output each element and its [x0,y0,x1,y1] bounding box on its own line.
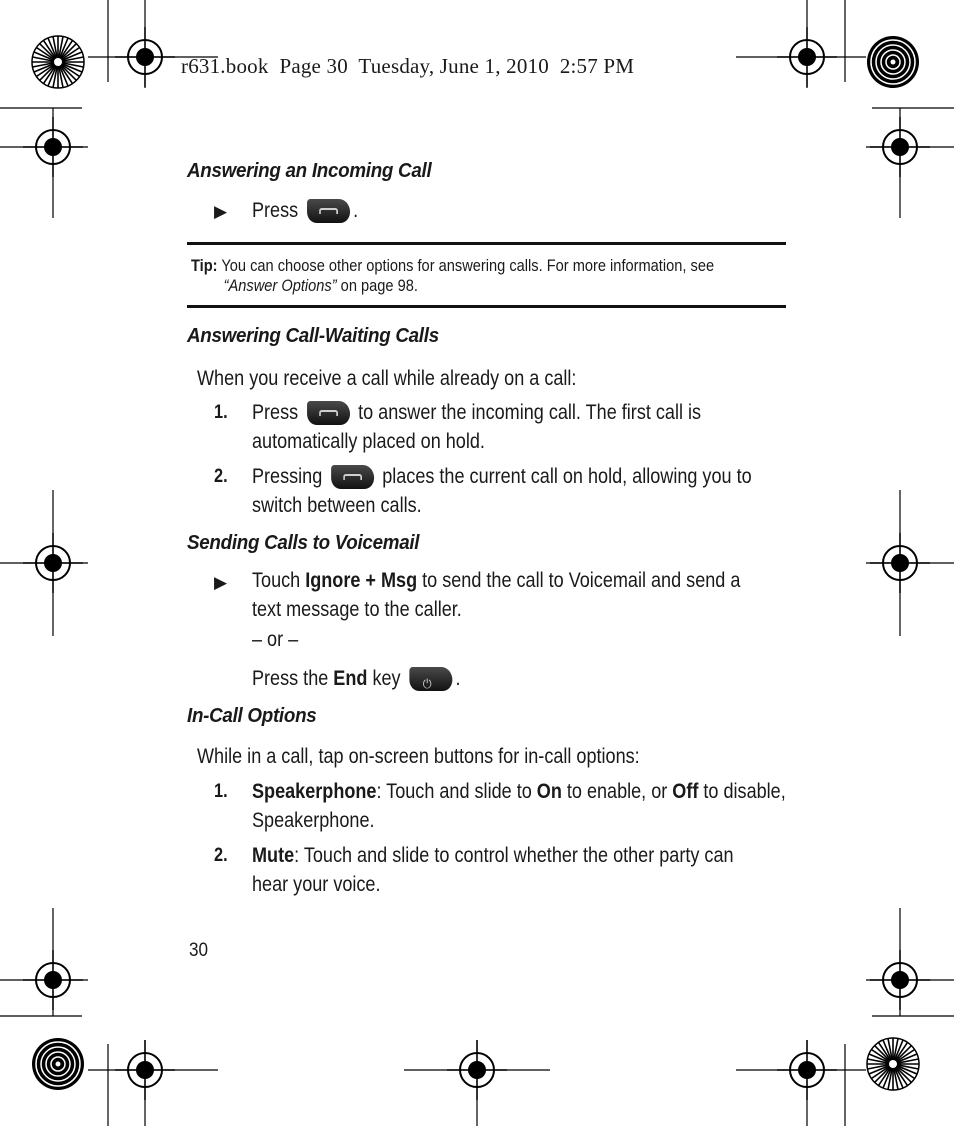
step-number: 2. [214,845,228,866]
triangle-bullet-icon: ▶ [214,202,228,221]
step-number: 2. [214,466,228,487]
send-key-icon [331,465,374,489]
send-key-icon [307,199,350,223]
answering-step: Press . [252,199,359,222]
heading-in-call-options: In-Call Options [187,705,317,727]
tip-label: Tip: [191,256,218,275]
answer-options-reference: “Answer Options” [223,276,337,295]
in-call-intro: While in a call, tap on-screen buttons for in-call options: [197,745,640,768]
running-header: r631.book Page 30 Tuesday, June 1, 2010 2:57 PM [181,54,635,78]
call-waiting-step-2: Pressing places the current call on hold, allowing you to switch between calls. [252,465,752,517]
off-label: Off [672,780,699,803]
send-key-icon [307,401,350,425]
tip-top-rule [187,242,786,245]
call-waiting-step-1: Press to answer the incoming call. The first call is automatically placed on hold. [252,401,702,453]
on-label: On [536,780,562,803]
tip-note: Tip: You can choose other options for answering calls. For more information, see “Answer Options” on page 98. [191,256,715,295]
in-call-step-2: Mute: Touch and slide to control whether the other party can hear your voice. [252,844,734,896]
ignore-msg-label: Ignore + Msg [305,569,418,592]
step-number: 1. [214,402,228,423]
in-call-step-1: Speakerphone: Touch and slide to On to enable, or Off to disable, Speakerphone. [252,780,786,832]
heading-call-waiting: Answering Call-Waiting Calls [187,325,439,347]
tip-bottom-rule [187,305,786,308]
step-number: 1. [214,781,228,802]
mute-label: Mute [252,844,295,867]
end-key-icon [409,667,452,691]
call-waiting-intro: When you receive a call while already on a call: [197,367,577,390]
heading-answering-incoming-call: Answering an Incoming Call [187,160,432,182]
page-number: 30 [189,940,209,961]
or-separator: – or – [252,628,299,651]
speakerphone-label: Speakerphone [252,780,377,803]
heading-voicemail: Sending Calls to Voicemail [187,532,420,554]
voicemail-step: Touch Ignore + Msg to send the call to Voicemail and send a text message to the caller. [252,569,741,621]
triangle-bullet-icon: ▶ [214,573,228,592]
end-label: End [333,667,368,690]
voicemail-end-key-step: Press the End key ⏻ . [252,664,460,693]
